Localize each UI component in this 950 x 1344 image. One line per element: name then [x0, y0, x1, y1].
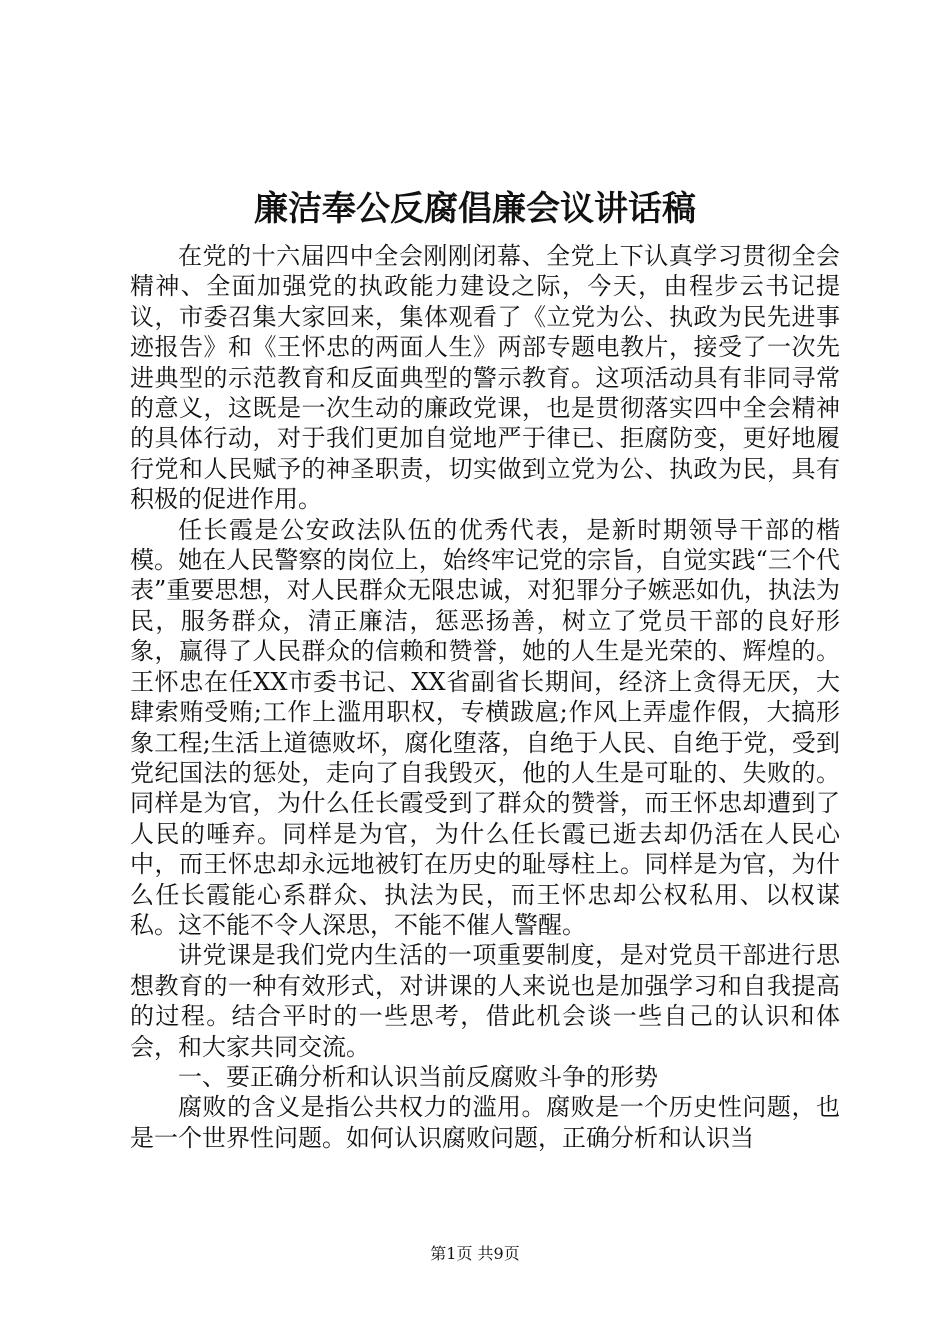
- paragraph-party-lesson: 讲党课是我们党内生活的一项重要制度，是对党员干部进行思想教育的一种有效形式，对讲课的人来说也是加强学习和自我提高的过程。结合平时的一些思考，借此机会谈一些自己的认识和体会，和大家共同交流。: [130, 941, 840, 1061]
- section-heading-1: 一、要正确分析和认识当前反腐败斗争的形势: [178, 1062, 658, 1091]
- paragraph-comparison: 任长霞是公安政法队伍的优秀代表，是新时期领导干部的楷模。她在人民警察的岗位上，始终牢记党的宗旨，自觉实践“三个代表”重要思想，对人民群众无限忠诚，对犯罪分子嫉恶如仇，执法为民，服务群众，清正廉洁，惩恶扬善，树立了党员干部的良好形象，赢得了人民群众的信赖和赞誉，她的人生是光荣的、辉煌的。王怀忠在任XX市委书记、XX省副省长期间，经济上贪得无厌，大肆索贿受贿;工作上滥用职权，专横跋扈;作风上弄虚作假，大搞形象工程;生活上道德败坏，腐化堕落，自绝于人民、自绝于党，受到党纪国法的惩处，走向了自我毁灭，他的人生是可耻的、失败的。同样是为官，为什么任长霞受到了群众的赞誉，而王怀忠却遭到了人民的唾弃。同样是为官，为什么任长霞已逝去却仍活在人民心中，而王怀忠却永远地被钉在历史的耻辱柱上。同样是为官，为什么任长霞能心系群众、执法为民，而王怀忠却公权私用、以权谋私。这不能不令人深思，不能不催人警醒。: [130, 515, 840, 939]
- page-title: 廉洁奉公反腐倡廉会议讲话稿: [254, 189, 696, 229]
- paragraph-intro: 在党的十六届四中全会刚刚闭幕、全党上下认真学习贯彻全会精神、全面加强党的执政能力建设之际，今天，由程步云书记提议，市委召集大家回来，集体观看了《立党为公、执政为民先进事迹报告》和《王怀忠的两面人生》两部专题电教片，接受了一次先进典型的示范教育和反面典型的警示教育。这项活动具有非同寻常的意义，这既是一次生动的廉政党课，也是贯彻落实四中全会精神的具体行动，对于我们更加自觉地严于律已、拒腐防变，更好地履行党和人民赋予的神圣职责，切实做到立党为公、执政为民，具有积极的促进作用。: [130, 242, 840, 514]
- paragraph-corruption-definition: 腐败的含义是指公共权力的滥用。腐败是一个历史性问题，也是一个世界性问题。如何认识腐败问题，正确分析和认识当: [130, 1093, 840, 1152]
- page-number: 第1页 共9页: [430, 1244, 520, 1263]
- document-body: [130, 241, 840, 1153]
